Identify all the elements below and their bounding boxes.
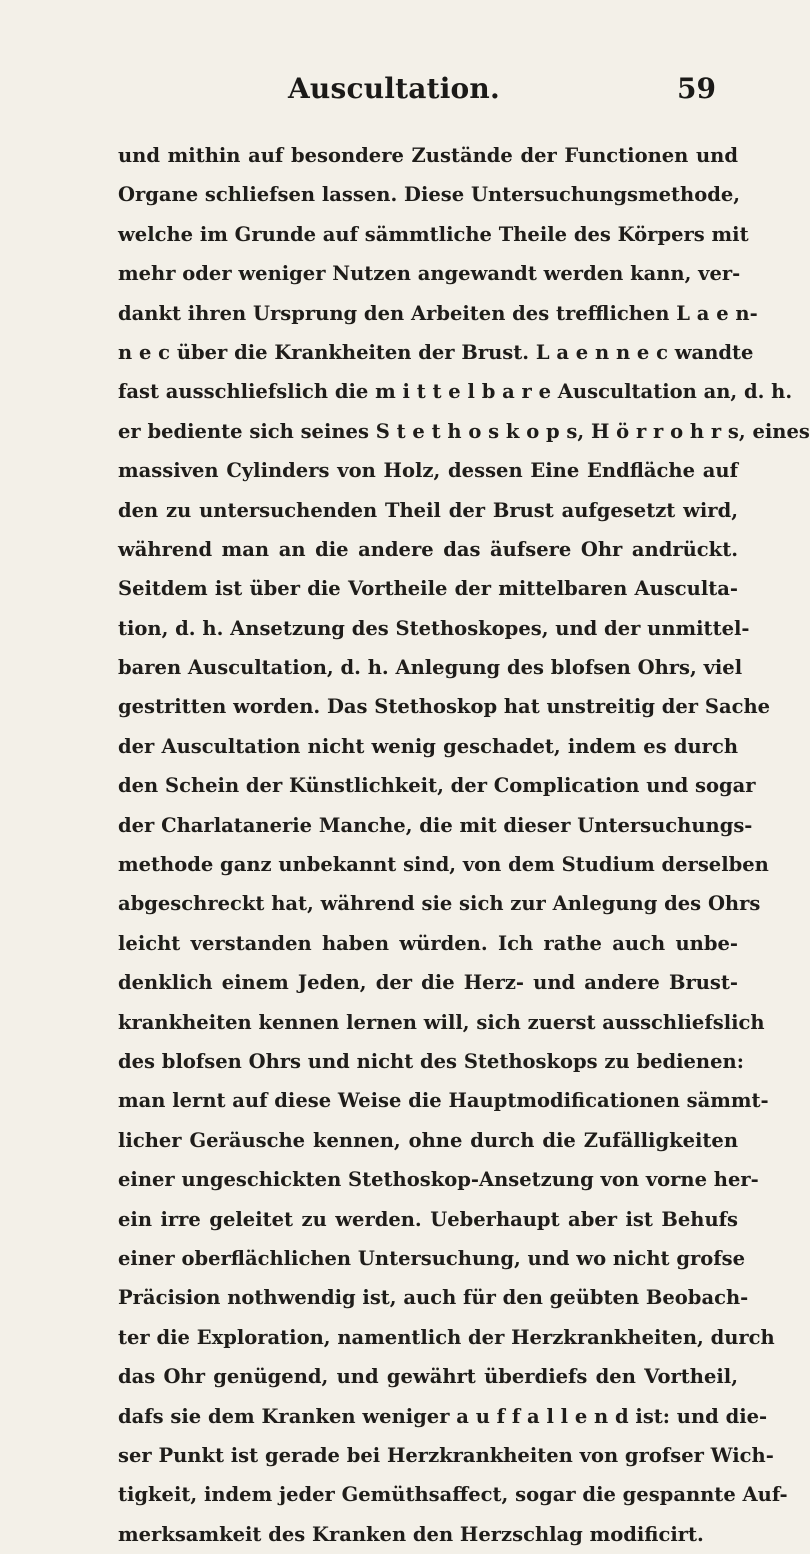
text-line: ser Punkt ist gerade bei Herzkrankheiten von grofser Wich-	[118, 1443, 774, 1467]
text-line: Präcision nothwendig ist, auch für den geübten Beobach-	[118, 1286, 749, 1310]
text-line: abgeschreckt hat, während sie sich zur Anlegung des Ohrs	[118, 892, 761, 916]
text-line: den zu untersuchenden Theil der Brust aufgesetzt wird,	[118, 498, 738, 522]
text-line: der Auscultation nicht wenig geschadet, indem es durch	[118, 734, 738, 758]
text-line: ein irre geleitet zu werden. Ueberhaupt aber ist Behufs	[118, 1207, 738, 1231]
text-line: mehr oder weniger Nutzen angewandt werden kann, ver-	[118, 262, 741, 286]
text-line: tion, d. h. Ansetzung des Stethoskopes, und der unmittel-	[118, 616, 750, 640]
text-line: Organe schliefsen lassen. Diese Untersuchungsmethode,	[118, 183, 741, 207]
text-line: tigkeit, indem jeder Gemüthsaffect, sogar die gespannte Auf-	[118, 1483, 788, 1507]
running-head: Auscultation.	[288, 72, 500, 105]
text-line: krankheiten kennen lernen will, sich zuerst ausschliefslich	[118, 1010, 765, 1034]
text-line: licher Geräusche kennen, ohne durch die Zufälligkeiten	[118, 1128, 738, 1152]
text-line: baren Auscultation, d. h. Anlegung des blofsen Ohrs, viel	[118, 656, 743, 680]
text-line: einer oberflächlichen Untersuchung, und wo nicht grofse	[118, 1246, 746, 1270]
text-line: dankt ihren Ursprung den Arbeiten des trefflichen L a e n-	[118, 301, 758, 325]
text-line: fast ausschliefslich die m i t t e l b a r e Auscultation an, d. h.	[118, 380, 793, 404]
text-line: des blofsen Ohrs und nicht des Stethoskops zu bedienen:	[118, 1049, 744, 1073]
text-line: man lernt auf diese Weise die Hauptmodificationen sämmt-	[118, 1089, 769, 1113]
text-line: den Schein der Künstlichkeit, der Complication und sogar	[118, 774, 756, 798]
text-line: massiven Cylinders von Holz, dessen Eine Endfläche auf	[118, 459, 738, 483]
text-line: denklich einem Jeden, der die Herz- und andere Brust-	[118, 971, 738, 995]
page-number: 59	[677, 72, 716, 105]
text-line: leicht verstanden haben würden. Ich rathe auch unbe-	[118, 931, 738, 955]
text-line: welche im Grunde auf sämmtliche Theile des Körpers mit	[118, 222, 749, 246]
text-line: methode ganz unbekannt sind, von dem Studium derselben	[118, 853, 769, 877]
text-line: und mithin auf besondere Zustände der Functionen und	[118, 144, 738, 167]
text-line: Seitdem ist über die Vortheile der mittelbaren Ausculta-	[118, 577, 738, 601]
text-line: einer ungeschickten Stethoskop-Ansetzung von vorne her-	[118, 1168, 759, 1192]
page-header	[0, 72, 800, 112]
text-line: gestritten worden. Das Stethoskop hat unstreitig der Sache	[118, 695, 771, 719]
text-line: der Charlatanerie Manche, die mit dieser Untersuchungs-	[118, 813, 753, 837]
body-text	[118, 136, 810, 1554]
text-line: ter die Exploration, namentlich der Herzkrankheiten, durch	[118, 1325, 775, 1349]
text-line: während man an die andere das äufsere Ohr andrückt.	[118, 537, 738, 561]
text-line: merksamkeit des Kranken den Herzschlag modificirt.	[118, 1522, 704, 1546]
text-line: dafs sie dem Kranken weniger a u f f a l l e n d ist: und die-	[118, 1404, 768, 1428]
text-line: n e c über die Krankheiten der Brust. L a e n n e c wandte	[118, 340, 754, 364]
text-line: er bediente sich seines S t e t h o s k o p s, H ö r r o h r s, eines	[118, 419, 810, 443]
text-line: das Ohr genügend, und gewährt überdiefs den Vortheil,	[118, 1365, 738, 1389]
